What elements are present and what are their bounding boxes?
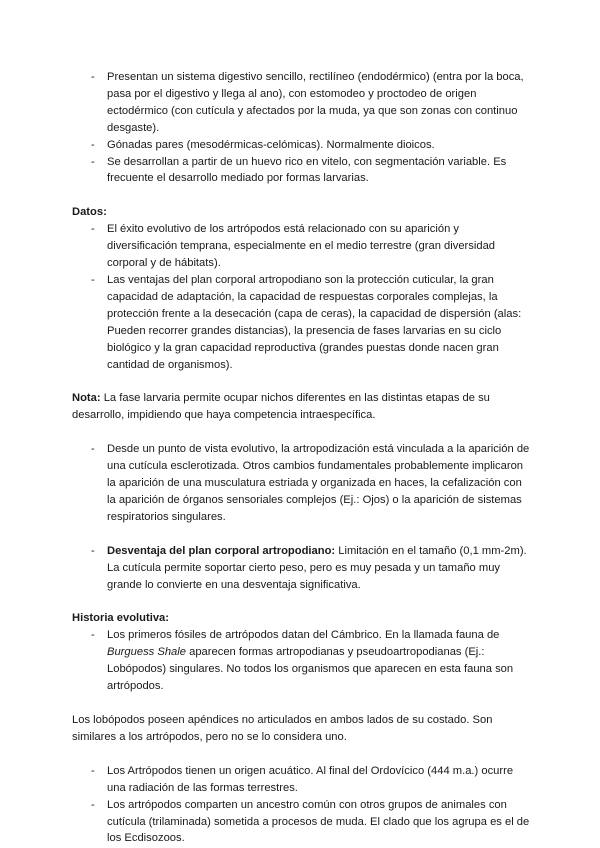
datos-heading: Datos: [72,206,107,219]
nota-text: La fase larvaria permite ocupar nichos diferentes en las distintas etapas de su desarrollo, impidiendo que haya competencia intraespecífica. [72,392,490,422]
historia-heading: Historia evolutiva: [72,612,169,625]
list-item [72,543,530,594]
intro-list [72,69,530,187]
desventaja-label: Desventaja del plan corporal artropodiano: [107,544,336,557]
list-item: - Gónadas pares (mesodérmicas-celómicas). Normalmente dioicos. [72,137,530,154]
burgess-shale-term: Burguess Shale [107,646,186,659]
final-list [72,763,530,848]
list-item: - Se desarrollan a partir de un huevo rico en vitelo, con segmentación variable. Es frecuente el desarrollo mediado por formas larvarias. [72,154,530,188]
list-item: - Los primeros fósiles de artrópodos datan del Cámbrico. En la llamada fauna de Burguess Shale aparecen formas artropodianas y pseudoartropodianas (Ej.: Lobópodos) singulares. No todos los organismos que aparecen en esta fauna son artrópodos. [72,627,530,695]
artropodizacion-list [72,441,530,526]
list-item: - El éxito evolutivo de los artrópodos está relacionado con su aparición y diversificación temprana, especialmente en el medio terrestre (gran diversidad corporal y de hábitats). [72,221,530,272]
desventaja-text: Limitación en el tamaño (0,1 mm-2m). La cutícula permite soportar cierto peso, pero es muy pesada y un tamaño muy grande lo convierte en una desventaja significativa. [107,544,527,591]
list-item: - Los artrópodos comparten un ancestro común con otros grupos de animales con cutícula (trilaminada) sometida a procesos de muda. El clado que los agrupa es el de los Ecdisozoos. [72,797,530,848]
list-item: - Presentan un sistema digestivo sencillo, rectilíneo (endodérmico) (entra por la boca, pasa por el digestivo y llega al ano), con estomodeo y proctodeo de origen ectodérmico (con cutícula y afectados por la muda, ya que son zonas con continuo desgaste). [72,69,530,137]
list-item: - Los Artrópodos tienen un origen acuático. Al final del Ordovícico (444 m.a.) ocurre una radiación de las formas terrestres. [72,763,530,797]
list-item: - Desde un punto de vista evolutivo, la artropodización está vinculada a la aparición de una cutícula esclerotizada. Otros cambios fundamentales probablemente implicaron la aparición de una musculatura estriada y organizada en haces, la cefalización con la aparición de órganos sensoriales complejos (Ej.: Ojos) o la aparición de sistemas respiratorios singulares. [72,441,530,526]
datos-list [72,221,530,373]
desventaja-list [72,543,530,594]
lobopodos-paragraph: Los lobópodos poseen apéndices no articulados en ambos lados de su costado. Son similares a los artrópodos, pero no se lo considera uno. [72,714,493,743]
document-body [72,69,530,847]
nota-label: Nota: [72,392,101,405]
nota-paragraph [72,390,530,424]
list-item: - Las ventajas del plan corporal artropodiano son la protección cuticular, la gran capacidad de adaptación, la capacidad de respuestas corporales complejas, la protección frente a la desecación (capa de ceras), la capacidad de dispersión (alas: Pueden recorrer grandes distancias), la presencia de fases larvarias en su ciclo biológico y la gran capacidad reproductiva (grandes puestas donde nacen gran cantidad de organismos). [72,272,530,373]
historia-list [72,627,530,695]
